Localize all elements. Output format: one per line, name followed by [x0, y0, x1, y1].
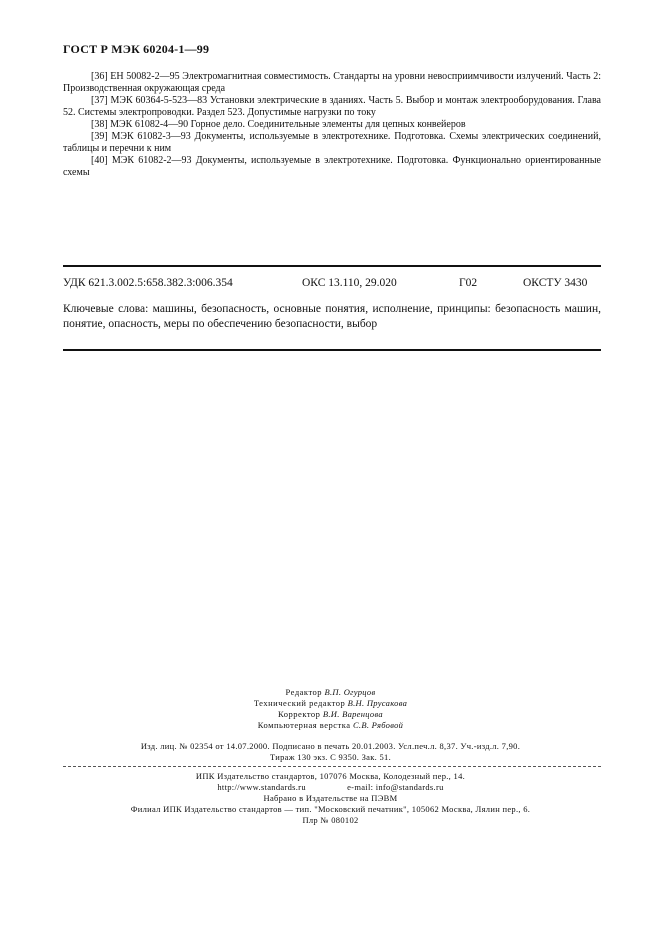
- credits-block: [0, 687, 661, 731]
- publisher-address: ИПК Издательство стандартов, 107076 Москва, Колодезный пер., 14.: [195, 771, 466, 781]
- group-code: Г02: [459, 277, 478, 289]
- publisher-license: Плр № 080102: [302, 815, 359, 825]
- imprint-line: Тираж 130 экз. С 9350. Зак. 51.: [269, 752, 392, 762]
- reference-list: [63, 71, 601, 179]
- reference-item: [36] ЕН 50082-2—95 Электромагнитная совместимость. Стандарты на уровни невосприимчивости излучений. Часть 2: Производственная окружающая среда: [63, 71, 601, 94]
- oks-code: ОКС 13.110, 29.020: [302, 277, 397, 289]
- document-header: ГОСТ Р МЭК 60204-1—99: [63, 42, 210, 56]
- reference-item: [37] МЭК 60364-5-523—83 Установки электрические в зданиях. Часть 5. Выбор и монтаж электрооборудования. Глава 52. Системы электропроводки. Раздел 523. Допустимые нагрузки по току: [63, 95, 601, 118]
- reference-item: [38] МЭК 61082-4—90 Горное дело. Соединительные элементы для цепных конвейеров: [91, 119, 466, 130]
- publisher-typeset: Набрано в Издательстве на ПЭВМ: [263, 793, 398, 803]
- credit-editor: Редактор В.П. Огурцов: [285, 687, 376, 697]
- credit-corrector: Корректор В.И. Варенцова: [278, 709, 383, 719]
- publisher-block: [0, 771, 661, 826]
- okstu-code: ОКСТУ 3430: [523, 277, 588, 289]
- credit-tech-editor: Технический редактор В.Н. Прусакова: [253, 698, 408, 708]
- imprint-block: [0, 741, 661, 763]
- publisher-branch: Филиал ИПК Издательство стандартов — тип. "Московский печатник", 105062 Москва, Лялин пер., 6.: [130, 804, 531, 814]
- keywords: Ключевые слова: машины, безопасность, основные понятия, исполнение, принципы: безопасность машин, понятие, опасность, меры по обеспечению безопасности, выбор: [63, 303, 601, 330]
- publisher-contacts: [0, 782, 661, 793]
- reference-item: [39] МЭК 61082-3—93 Документы, используемые в электротехнике. Подготовка. Схемы электрических соединений, таблицы и перечни к ним: [63, 131, 601, 154]
- imprint-line: Изд. лиц. № 02354 от 14.07.2000. Подписано в печать 20.01.2003. Усл.печ.л. 8,37. Уч.-изд.л. 7,90.: [140, 741, 521, 751]
- udk-code: УДК 621.3.002.5:658.382.3:006.354: [63, 277, 233, 289]
- dashed-divider: [63, 766, 601, 767]
- publisher-email-link[interactable]: e-mail: info@standards.ru: [347, 782, 444, 792]
- publisher-web-link[interactable]: http://www.standards.ru: [217, 782, 306, 792]
- reference-item: [40] МЭК 61082-2—93 Документы, используемые в электротехнике. Подготовка. Функционально ориентированные схемы: [63, 155, 601, 178]
- bottom-divider: [63, 349, 601, 351]
- top-divider: [63, 265, 601, 267]
- credit-layout: Компьютерная верстка С.В. Рябовой: [257, 720, 404, 730]
